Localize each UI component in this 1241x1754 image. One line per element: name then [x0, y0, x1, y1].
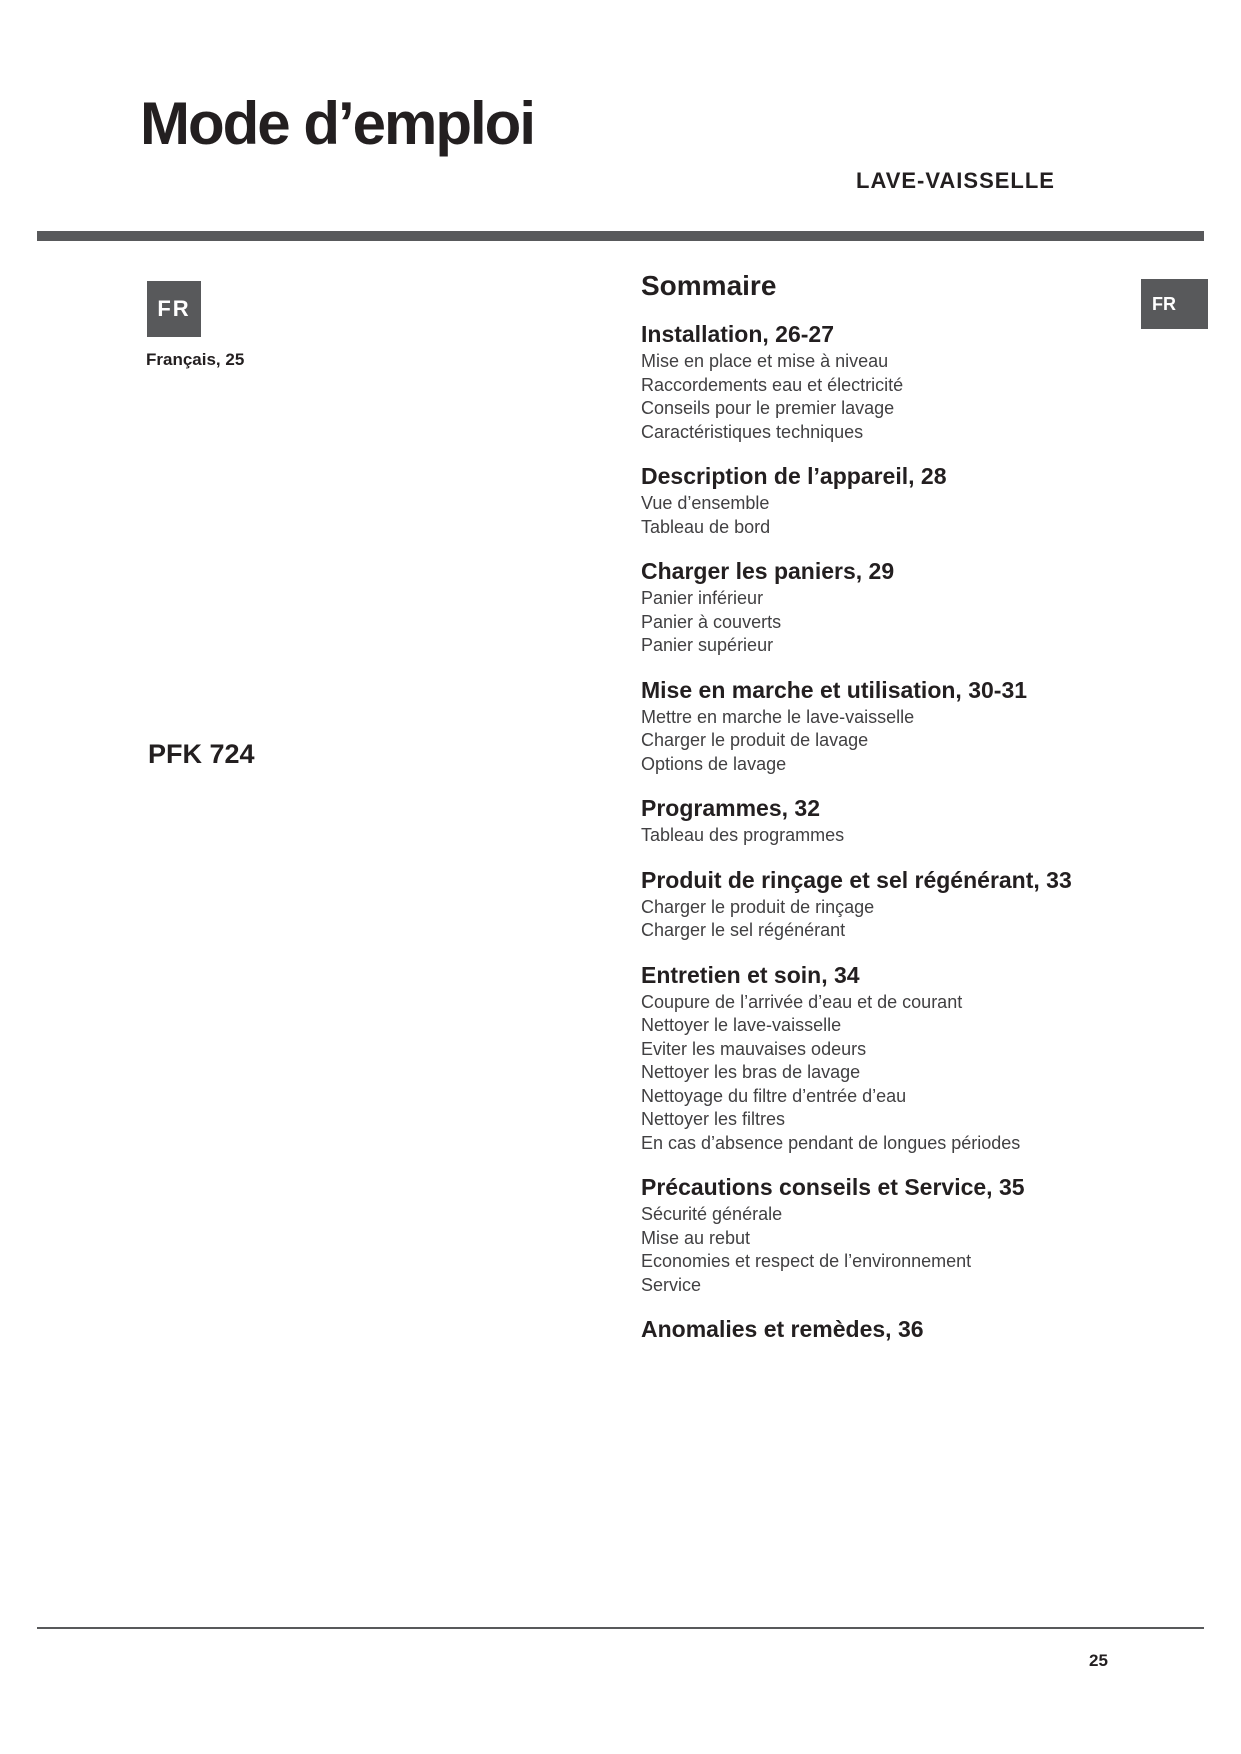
toc-item[interactable]: Panier supérieur	[641, 635, 774, 655]
toc-sections	[641, 318, 1161, 1345]
toc-item-list	[641, 587, 1161, 658]
language-badge: FR	[147, 281, 201, 337]
toc-item[interactable]: Conseils pour le premier lavage	[641, 398, 895, 418]
toc-item[interactable]: Raccordements eau et électricité	[641, 374, 904, 395]
model-number: PFK 724	[148, 739, 255, 769]
toc-item[interactable]: Panier inférieur	[641, 588, 764, 608]
product-type-label: LAVE-VAISSELLE	[856, 168, 1055, 193]
toc-item[interactable]: Eviter les mauvaises odeurs	[641, 1038, 867, 1059]
toc-item[interactable]: Economies et respect de l’environnement	[641, 1251, 972, 1271]
language-side-tab: FR	[1141, 279, 1208, 329]
page-number: 25	[1089, 1651, 1108, 1670]
toc-item[interactable]: Caractéristiques techniques	[641, 421, 864, 442]
toc-item[interactable]: Mise en place et mise à niveau	[641, 351, 889, 371]
toc-section	[641, 792, 1161, 848]
toc-item[interactable]: Service	[641, 1274, 702, 1295]
toc-item-list	[641, 896, 1161, 943]
toc-item[interactable]: Nettoyer les bras de lavage	[641, 1062, 861, 1082]
toc-section-heading[interactable]: Mise en marche et utilisation, 30-31	[641, 676, 1028, 703]
toc-section-heading[interactable]: Précautions conseils et Service, 35	[641, 1174, 1025, 1200]
toc-section-heading[interactable]: Produit de rinçage et sel régénérant, 33	[641, 866, 1072, 893]
toc-item[interactable]: Vue d’ensemble	[641, 493, 770, 513]
toc-item[interactable]: Tableau des programmes	[641, 825, 845, 845]
toc-item[interactable]: Coupure de l’arrivée d’eau et de courant	[641, 991, 963, 1012]
toc-section-heading[interactable]: Anomalies et remèdes, 36	[641, 1316, 924, 1342]
toc-section	[641, 864, 1161, 943]
toc-item-list	[641, 1203, 1161, 1297]
toc-section-heading[interactable]: Programmes, 32	[641, 795, 820, 821]
toc-item[interactable]: Panier à couverts	[641, 611, 782, 632]
toc-item[interactable]: Charger le produit de rinçage	[641, 896, 875, 917]
page-title: Mode d’emploi	[140, 90, 534, 157]
toc-title: Sommaire	[641, 270, 777, 301]
toc-item[interactable]: Options de lavage	[641, 753, 787, 774]
toc-section	[641, 674, 1161, 777]
toc-section-heading[interactable]: Charger les paniers, 29	[641, 558, 895, 584]
toc-item[interactable]: Tableau de bord	[641, 516, 771, 537]
header-divider	[37, 231, 1204, 241]
toc-item[interactable]: En cas d’absence pendant de longues périodes	[641, 1132, 1021, 1153]
toc-section	[641, 1171, 1161, 1297]
toc-item-list	[641, 706, 1161, 777]
toc-section-heading[interactable]: Entretien et soin, 34	[641, 961, 860, 988]
toc-section	[641, 318, 1161, 444]
toc-item[interactable]: Sécurité générale	[641, 1204, 783, 1224]
toc-section	[641, 460, 1161, 539]
toc-section	[641, 959, 1161, 1156]
footer-divider	[37, 1627, 1204, 1629]
toc-item[interactable]: Nettoyage du filtre d’entrée d’eau	[641, 1085, 907, 1106]
toc-item-list	[641, 492, 1161, 539]
table-of-contents	[641, 266, 1161, 1361]
language-page-link[interactable]: Français, 25	[146, 350, 245, 369]
toc-section	[641, 555, 1161, 658]
toc-section	[641, 1313, 1161, 1345]
toc-item-list	[641, 350, 1161, 444]
toc-section-heading[interactable]: Installation, 26-27	[641, 321, 835, 347]
toc-item[interactable]: Mise au rebut	[641, 1227, 751, 1248]
toc-section-heading[interactable]: Description de l’appareil, 28	[641, 463, 947, 489]
toc-item[interactable]: Charger le sel régénérant	[641, 920, 846, 940]
toc-item[interactable]: Charger le produit de lavage	[641, 730, 869, 750]
toc-item-list	[641, 824, 1161, 848]
toc-item[interactable]: Mettre en marche le lave-vaisselle	[641, 706, 915, 727]
toc-item[interactable]: Nettoyer le lave-vaisselle	[641, 1015, 842, 1035]
toc-item-list	[641, 991, 1161, 1156]
toc-item[interactable]: Nettoyer les filtres	[641, 1109, 786, 1129]
